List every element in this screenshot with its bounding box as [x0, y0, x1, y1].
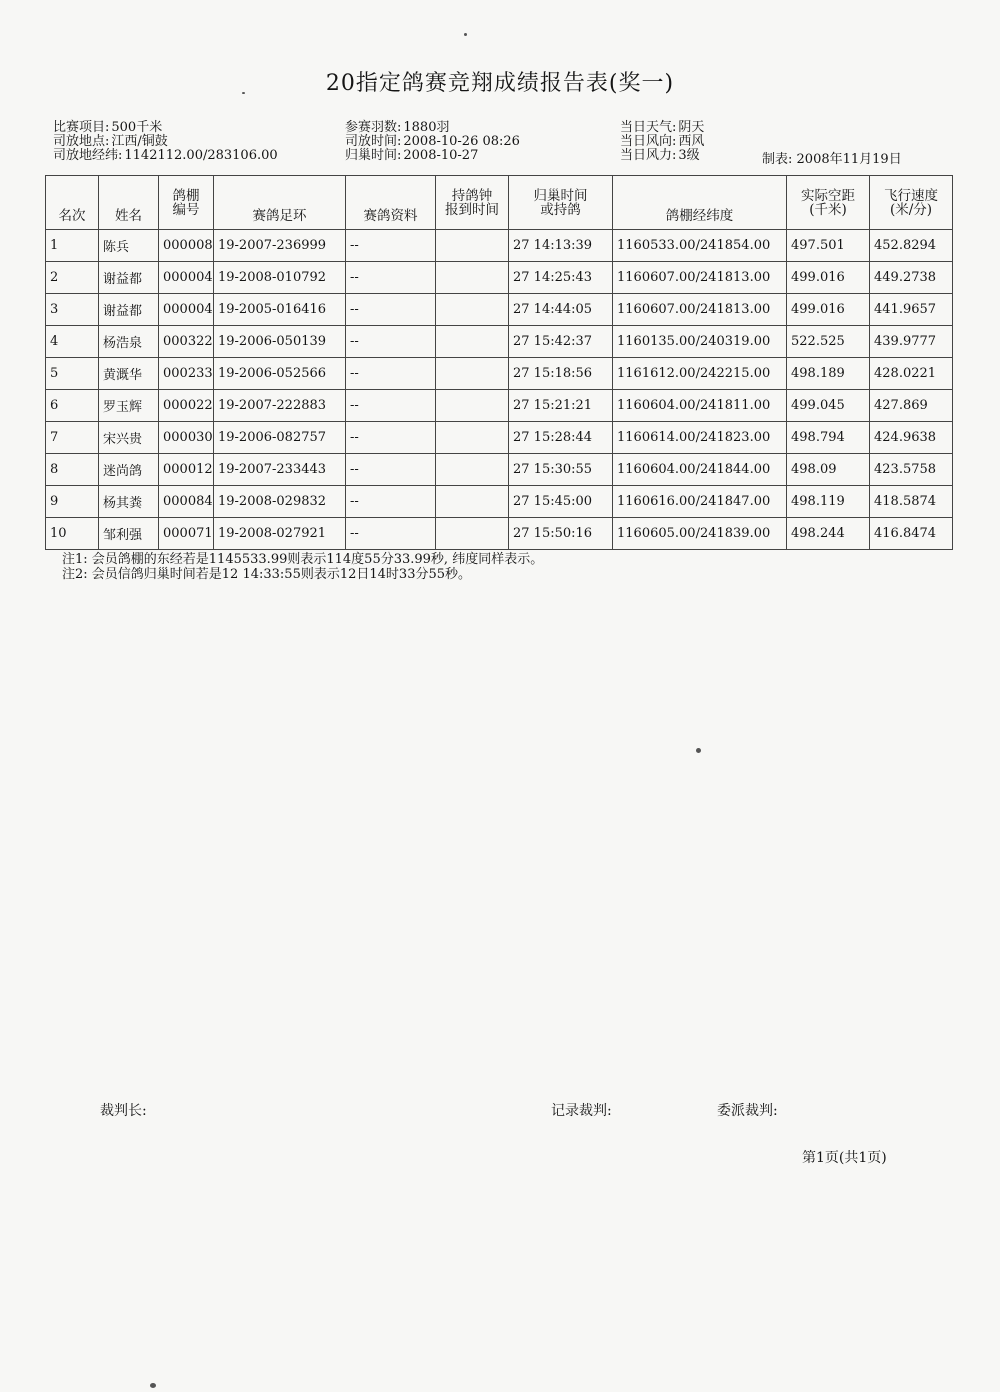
footnote-2: 注2: 会员信鸽归巢时间若是12 14:33:55则表示12日14时33分55秒。 — [62, 567, 472, 582]
cell-ring: 19-2007-222883 — [214, 390, 346, 422]
race-info-column-1 — [53, 121, 278, 163]
cell-clock — [436, 262, 509, 294]
header-speed-line1: 飞行速度 — [884, 187, 938, 204]
entries-count-value: 1880羽 — [403, 120, 450, 135]
scan-speck — [464, 33, 467, 36]
release-location-row — [53, 135, 278, 149]
cell-ring: 19-2007-236999 — [214, 230, 346, 262]
cell-distance: 498.244 — [787, 518, 870, 550]
scan-speck — [242, 92, 245, 94]
release-location-label: 司放地点: — [53, 134, 110, 149]
cell-rank: 4 — [46, 326, 99, 358]
table-row — [46, 390, 953, 422]
header-arrival — [509, 176, 613, 230]
header-arrival-line1: 归巢时间 — [533, 187, 588, 204]
cell-ring: 19-2006-050139 — [214, 326, 346, 358]
table-maker — [762, 148, 902, 167]
weather-row — [620, 121, 704, 135]
scan-speck — [150, 1383, 156, 1388]
scan-speck — [696, 748, 701, 753]
cell-speed: 428.0221 — [870, 358, 953, 390]
cell-ring: 19-2006-052566 — [214, 358, 346, 390]
cell-info: -- — [346, 294, 436, 326]
cell-name: 邹利强 — [99, 518, 159, 550]
header-speed-line2: (米/分) — [889, 201, 933, 218]
wind-force-label: 当日风力: — [620, 148, 677, 163]
maker-date: 2008年11月19日 — [796, 152, 902, 167]
header-clock-line1: 持鸽钟 — [451, 187, 493, 204]
header-distance-line1: 实际空距 — [801, 187, 855, 204]
recording-referee-signature: 记录裁判: — [551, 1103, 612, 1119]
cell-speed: 418.5874 — [870, 486, 953, 518]
cell-name: 陈兵 — [99, 230, 159, 262]
cell-coords: 1160604.00/241811.00 — [613, 390, 787, 422]
cell-loft: 000084 — [159, 486, 214, 518]
release-time-label: 司放时间: — [345, 134, 402, 149]
return-time-value: 2008-10-27 — [403, 148, 479, 163]
header-arrival-line2: 或持鸽 — [540, 201, 581, 218]
cell-name: 迷尚鸽 — [99, 454, 159, 486]
cell-info: -- — [346, 230, 436, 262]
cell-clock — [436, 518, 509, 550]
race-item-value: 500千米 — [111, 120, 163, 135]
cell-info: -- — [346, 486, 436, 518]
table-row — [46, 454, 953, 486]
entries-count-label: 参赛羽数: — [345, 120, 402, 135]
cell-info: -- — [346, 518, 436, 550]
wind-direction-value: 西风 — [678, 134, 705, 149]
cell-coords: 1160607.00/241813.00 — [613, 262, 787, 294]
cell-coords: 1160616.00/241847.00 — [613, 486, 787, 518]
race-info-column-2 — [345, 121, 520, 163]
cell-loft: 000022 — [159, 390, 214, 422]
cell-clock — [436, 294, 509, 326]
cell-rank: 5 — [46, 358, 99, 390]
cell-arrival: 27 14:44:05 — [509, 294, 613, 326]
cell-info: -- — [346, 326, 436, 358]
cell-info: -- — [346, 422, 436, 454]
header-clock-line2: 报到时间 — [445, 201, 499, 218]
release-time-row — [345, 135, 520, 149]
cell-distance: 499.016 — [787, 262, 870, 294]
header-ring: 赛鸽足环 — [214, 176, 346, 230]
cell-speed: 416.8474 — [870, 518, 953, 550]
cell-ring: 19-2006-082757 — [214, 422, 346, 454]
header-coords: 鸽棚经纬度 — [613, 176, 787, 230]
header-distance-line2: (千米) — [809, 201, 847, 218]
race-item-row — [53, 121, 278, 135]
footnote-1: 注1: 会员鸽棚的东经若是1145533.99则表示114度55分33.99秒, 纬度同样表示。 — [62, 552, 544, 567]
cell-clock — [436, 326, 509, 358]
cell-loft: 000012 — [159, 454, 214, 486]
cell-clock — [436, 358, 509, 390]
chief-referee-signature: 裁判长: — [100, 1103, 147, 1119]
cell-coords: 1161612.00/242215.00 — [613, 358, 787, 390]
cell-arrival: 27 15:18:56 — [509, 358, 613, 390]
cell-distance: 498.794 — [787, 422, 870, 454]
cell-info: -- — [346, 262, 436, 294]
release-coords-row — [53, 149, 278, 163]
cell-clock — [436, 422, 509, 454]
cell-distance: 522.525 — [787, 326, 870, 358]
page-number: 第1页(共1页) — [802, 1150, 887, 1166]
cell-loft: 000008 — [159, 230, 214, 262]
weather-label: 当日天气: — [620, 120, 677, 135]
cell-rank: 3 — [46, 294, 99, 326]
race-info-column-3 — [620, 121, 704, 163]
cell-loft: 000071 — [159, 518, 214, 550]
cell-name: 杨浩泉 — [99, 326, 159, 358]
cell-speed: 427.869 — [870, 390, 953, 422]
cell-distance: 498.189 — [787, 358, 870, 390]
cell-distance: 499.016 — [787, 294, 870, 326]
header-loft-line1: 鸽棚 — [172, 187, 200, 204]
header-loft-line2: 编号 — [172, 201, 200, 218]
cell-arrival: 27 15:30:55 — [509, 454, 613, 486]
cell-arrival: 27 14:13:39 — [509, 230, 613, 262]
table-row — [46, 486, 953, 518]
cell-arrival: 27 15:21:21 — [509, 390, 613, 422]
cell-clock — [436, 486, 509, 518]
table-row — [46, 294, 953, 326]
cell-name: 黄溉华 — [99, 358, 159, 390]
cell-name: 宋兴贵 — [99, 422, 159, 454]
table-row — [46, 326, 953, 358]
cell-ring: 19-2008-029832 — [214, 486, 346, 518]
footnotes — [62, 552, 543, 582]
cell-speed: 424.9638 — [870, 422, 953, 454]
cell-loft: 000233 — [159, 358, 214, 390]
cell-loft: 000322 — [159, 326, 214, 358]
cell-rank: 8 — [46, 454, 99, 486]
return-time-row — [345, 149, 520, 163]
cell-loft: 000004 — [159, 294, 214, 326]
release-coords-label: 司放地经纬: — [53, 148, 123, 163]
cell-arrival: 27 15:28:44 — [509, 422, 613, 454]
cell-name: 罗玉辉 — [99, 390, 159, 422]
cell-info: -- — [346, 358, 436, 390]
cell-rank: 7 — [46, 422, 99, 454]
cell-info: -- — [346, 454, 436, 486]
cell-coords: 1160605.00/241839.00 — [613, 518, 787, 550]
cell-name: 杨其粪 — [99, 486, 159, 518]
cell-info: -- — [346, 390, 436, 422]
cell-arrival: 27 15:45:00 — [509, 486, 613, 518]
cell-arrival: 27 15:50:16 — [509, 518, 613, 550]
cell-speed: 423.5758 — [870, 454, 953, 486]
cell-clock — [436, 454, 509, 486]
cell-ring: 19-2007-233443 — [214, 454, 346, 486]
weather-value: 阴天 — [678, 120, 705, 135]
header-speed — [870, 176, 953, 230]
cell-arrival: 27 15:42:37 — [509, 326, 613, 358]
header-distance — [787, 176, 870, 230]
cell-ring: 19-2008-027921 — [214, 518, 346, 550]
cell-clock — [436, 390, 509, 422]
cell-speed: 452.8294 — [870, 230, 953, 262]
wind-direction-row — [620, 135, 704, 149]
header-clock — [436, 176, 509, 230]
cell-distance: 499.045 — [787, 390, 870, 422]
table-row — [46, 518, 953, 550]
cell-coords: 1160533.00/241854.00 — [613, 230, 787, 262]
cell-rank: 2 — [46, 262, 99, 294]
results-table-body — [46, 230, 953, 550]
cell-speed: 441.9657 — [870, 294, 953, 326]
cell-arrival: 27 14:25:43 — [509, 262, 613, 294]
cell-distance: 498.09 — [787, 454, 870, 486]
release-time-value: 2008-10-26 08:26 — [403, 134, 520, 149]
table-row — [46, 422, 953, 454]
cell-ring: 19-2008-010792 — [214, 262, 346, 294]
cell-rank: 6 — [46, 390, 99, 422]
cell-loft: 000004 — [159, 262, 214, 294]
cell-coords: 1160614.00/241823.00 — [613, 422, 787, 454]
header-name: 姓名 — [99, 176, 159, 230]
cell-rank: 9 — [46, 486, 99, 518]
wind-force-row — [620, 149, 704, 163]
wind-force-value: 3级 — [678, 148, 700, 163]
cell-clock — [436, 230, 509, 262]
cell-rank: 10 — [46, 518, 99, 550]
cell-distance: 497.501 — [787, 230, 870, 262]
cell-speed: 449.2738 — [870, 262, 953, 294]
cell-name: 谢益都 — [99, 262, 159, 294]
cell-coords: 1160604.00/241844.00 — [613, 454, 787, 486]
header-info: 赛鸽资料 — [346, 176, 436, 230]
table-row — [46, 358, 953, 390]
cell-distance: 498.119 — [787, 486, 870, 518]
assigned-referee-signature: 委派裁判: — [717, 1103, 778, 1119]
entries-count-row — [345, 121, 520, 135]
table-row — [46, 230, 953, 262]
cell-name: 谢益都 — [99, 294, 159, 326]
header-rank: 名次 — [46, 176, 99, 230]
cell-ring: 19-2005-016416 — [214, 294, 346, 326]
table-row — [46, 262, 953, 294]
results-table — [45, 175, 953, 550]
cell-coords: 1160135.00/240319.00 — [613, 326, 787, 358]
maker-label: 制表: — [762, 152, 793, 167]
return-time-label: 归巢时间: — [345, 148, 402, 163]
cell-coords: 1160607.00/241813.00 — [613, 294, 787, 326]
cell-loft: 000030 — [159, 422, 214, 454]
release-coords-value: 1142112.00/283106.00 — [124, 148, 278, 163]
race-item-label: 比赛项目: — [53, 120, 110, 135]
wind-direction-label: 当日风向: — [620, 134, 677, 149]
cell-rank: 1 — [46, 230, 99, 262]
report-title: 20指定鸽赛竞翔成绩报告表(奖一) — [325, 71, 675, 96]
cell-speed: 439.9777 — [870, 326, 953, 358]
release-location-value: 江西/铜鼓 — [111, 134, 168, 149]
header-loft — [159, 176, 214, 230]
table-header-row — [46, 176, 953, 230]
